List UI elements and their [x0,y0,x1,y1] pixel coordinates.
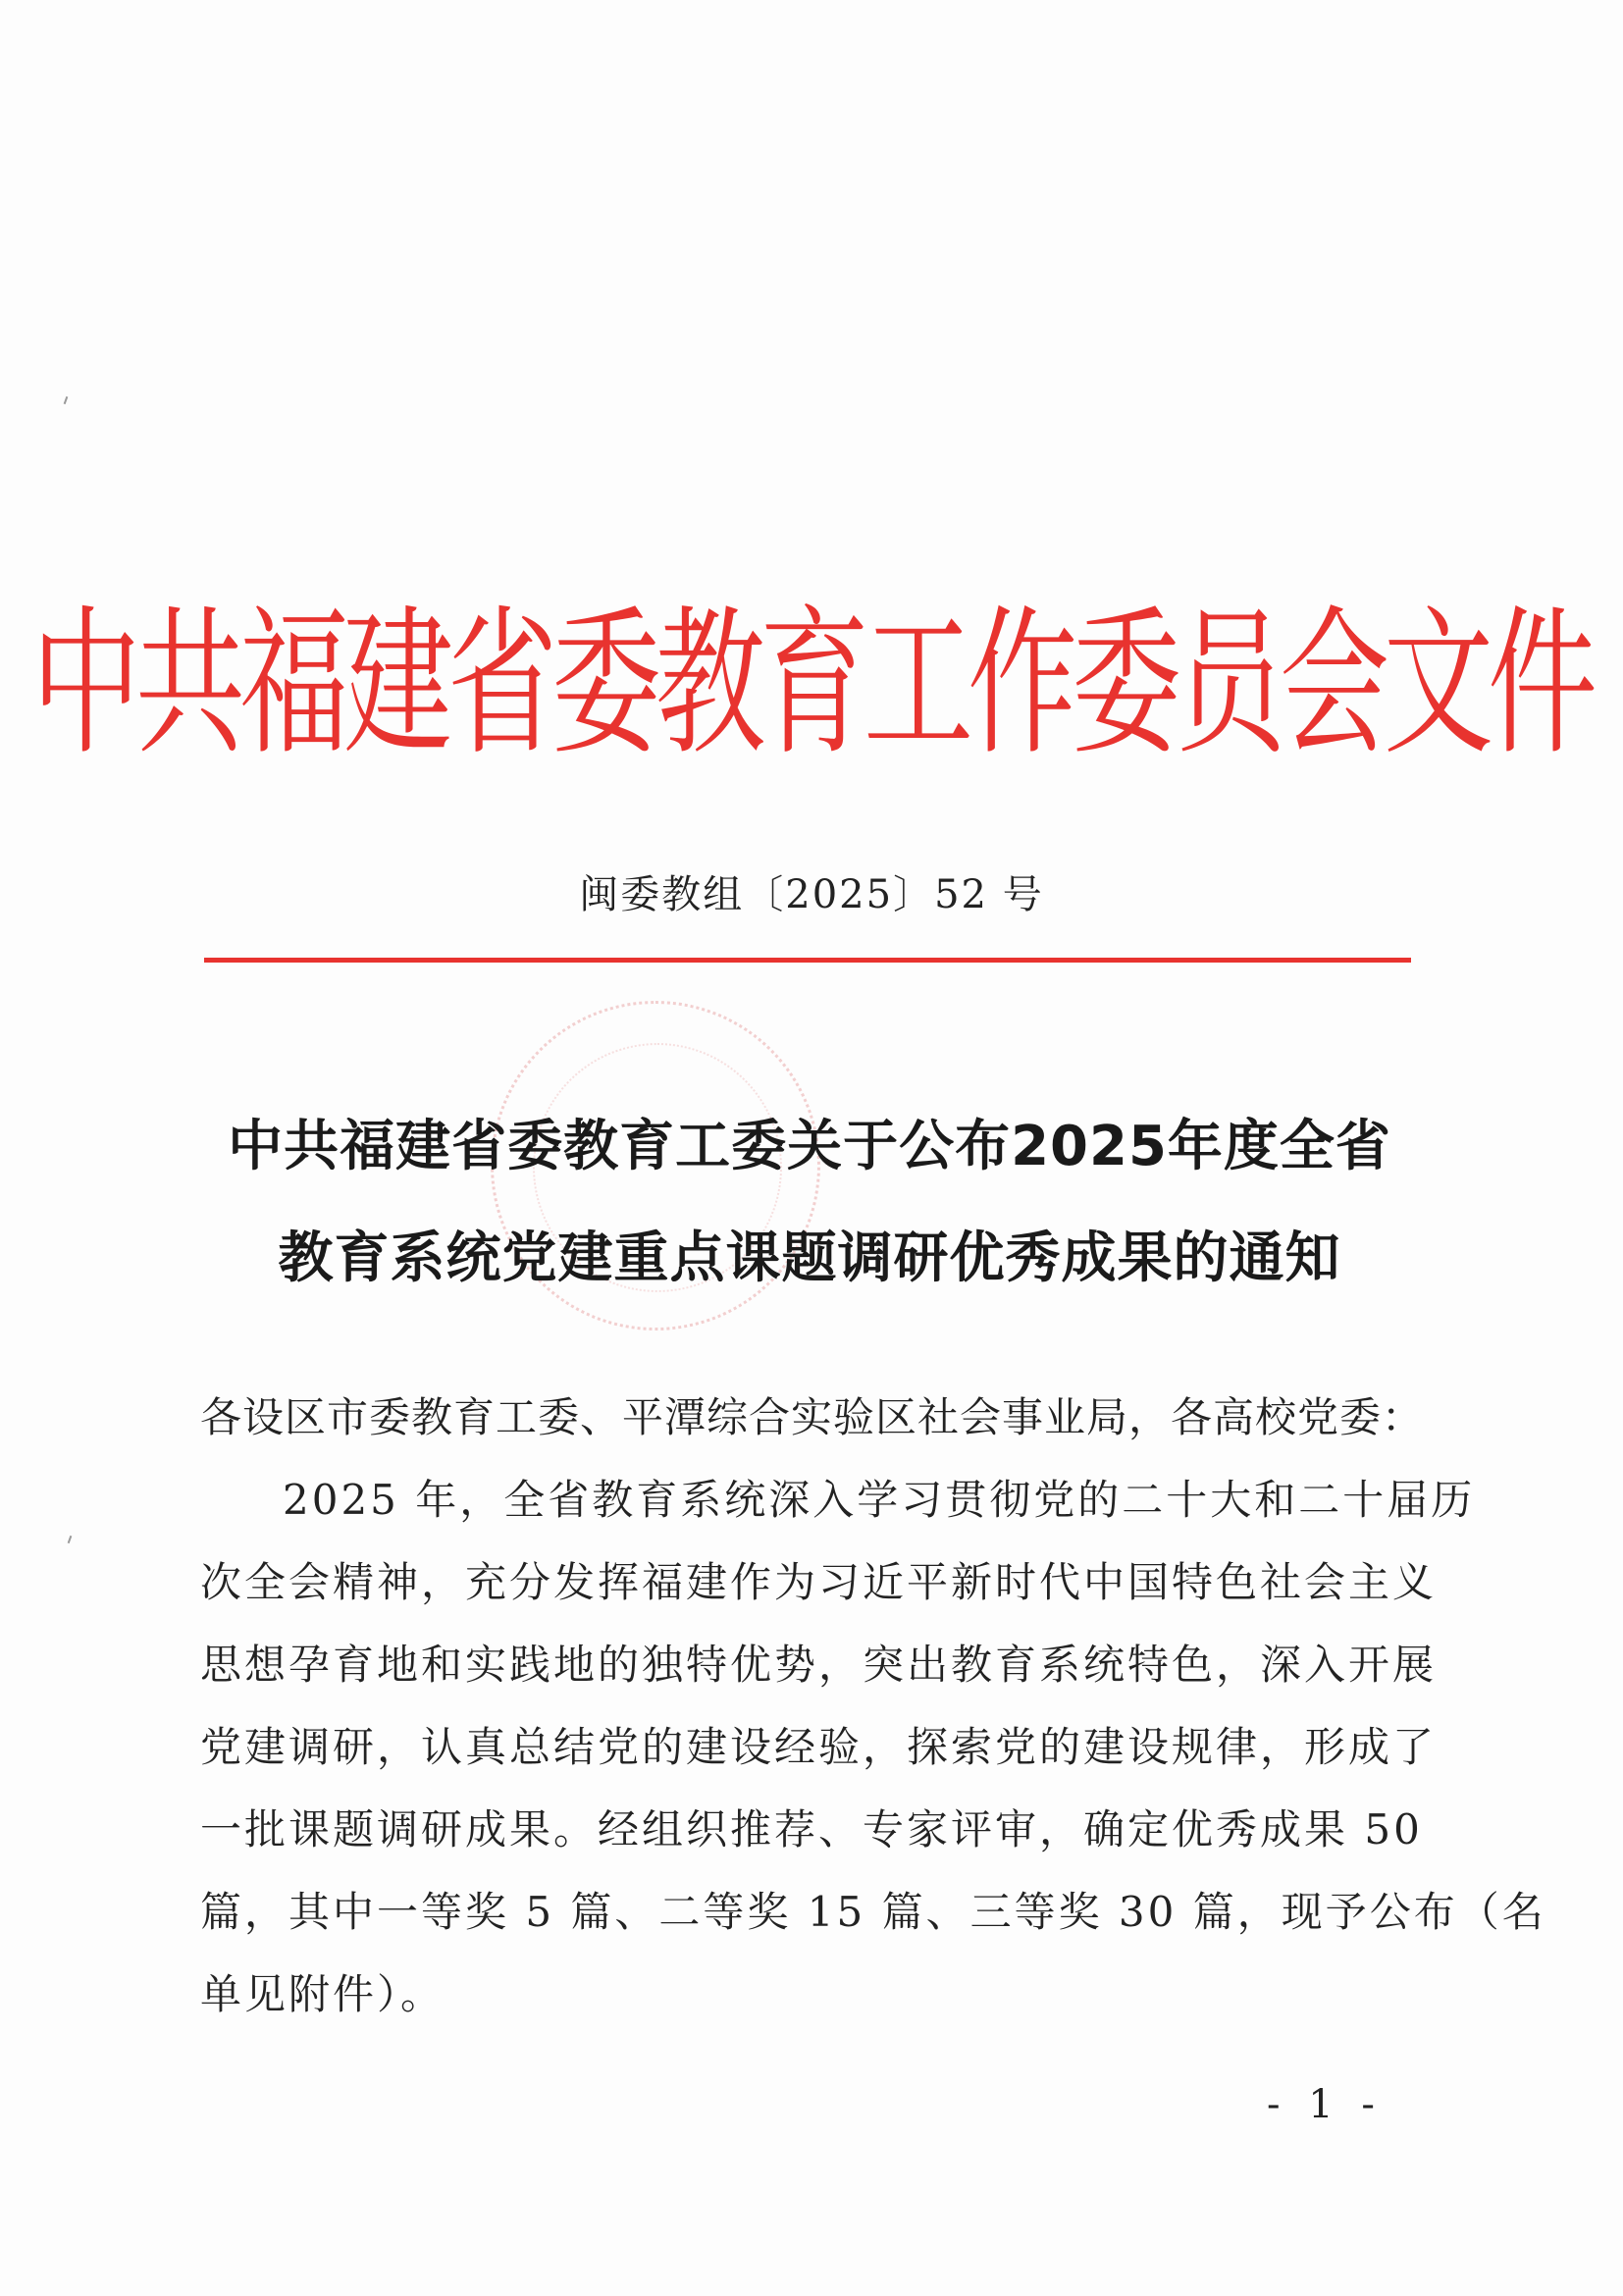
paragraph-line: 次全会精神，充分发挥福建作为习近平新时代中国特色社会主义 [200,1558,1438,1606]
paragraph-line: 2025 年，全省教育系统深入学习贯彻党的二十大和二十届历 [283,1476,1476,1524]
salutation: 各设区市委教育工委、平潭综合实验区社会事业局，各高校党委： [200,1393,1425,1441]
paragraph-line: 思想孕育地和实践地的独特优势，突出教育系统特色，深入开展 [200,1641,1438,1689]
paragraph-line: 一批课题调研成果。经组织推荐、专家评审，确定优秀成果 50 [200,1805,1423,1853]
scan-speck [64,396,69,404]
notice-title [186,1091,1433,1315]
red-separator-line [204,958,1411,963]
scan-speck [68,1536,73,1543]
red-masthead: 中共福建省委教育工作委员会文件 [31,592,1592,777]
document-number: 闽委教组〔2025〕52 号 [579,872,1044,917]
notice-title-line-1: 中共福建省委教育工委关于公布2025年度全省 [228,1115,1391,1178]
notice-body [200,1377,1546,2036]
notice-title-line-2: 教育系统党建重点课题调研优秀成果的通知 [278,1226,1341,1290]
paragraph-line: 篇，其中一等奖 5 篇、二等奖 15 篇、三等奖 30 篇，现予公布（名 [200,1888,1546,1936]
paragraph-line: 单见附件）。 [200,1970,445,2018]
paragraph-line: 党建调研，认真总结党的建设经验，探索党的建设规律，形成了 [200,1723,1438,1771]
page-number: - 1 - [1267,2082,1383,2127]
